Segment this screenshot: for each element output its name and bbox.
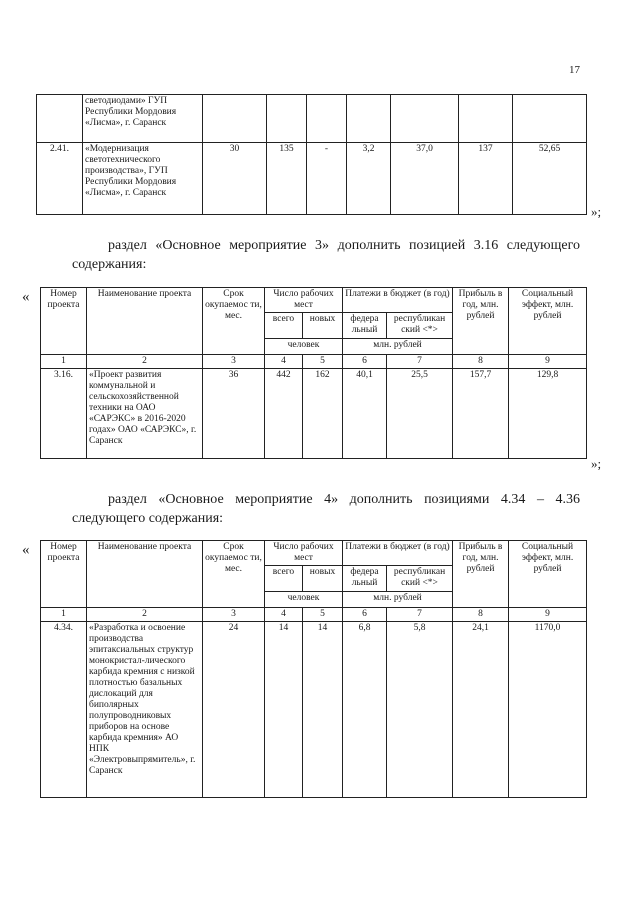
header-budget-federal: федера льный: [343, 313, 387, 339]
cell-project-name: «Проект развития коммунальной и сельскохозяйственной техники на ОАО «САРЭКС» в 2016-2020 годах» ОАО «САРЭКС», г. Саранск: [87, 369, 203, 459]
cell: [459, 95, 513, 143]
header-payback: Срок окупаемос ти, мес.: [203, 288, 265, 355]
table-row: [41, 622, 587, 798]
cell: [37, 95, 83, 143]
table-section-3: [40, 287, 587, 459]
cell: 6,8: [343, 622, 387, 798]
column-number: 5: [303, 608, 343, 622]
cell-project-name: «Разработка и освоение производства эпитаксиальных структур монокристал-лического карбида кремния с низкой плотностью базальных дислокаций для биполярных полупроводниковых приборов на основе карбида кремния» АО НПК «Электровыпрямитель», г. Саранск: [87, 622, 203, 798]
cell: 14: [265, 622, 303, 798]
cell: [307, 95, 347, 143]
cell-project-number: 2.41.: [37, 143, 83, 215]
header-project-number: Номер проекта: [41, 541, 87, 608]
header-budget: Платежи в бюджет (в год): [343, 288, 453, 313]
cell: -: [307, 143, 347, 215]
column-number: 7: [387, 355, 453, 369]
header-unit-people: человек: [265, 592, 343, 608]
column-number: 8: [453, 355, 509, 369]
column-number: 1: [41, 355, 87, 369]
cell: 135: [267, 143, 307, 215]
header-payback: Срок окупаемос ти, мес.: [203, 541, 265, 608]
header-jobs: Число рабочих мест: [265, 288, 343, 313]
cell: 162: [303, 369, 343, 459]
header-profit: Прибыль в год, млн. рублей: [453, 541, 509, 608]
header-budget-federal: федера льный: [343, 566, 387, 592]
cell: 14: [303, 622, 343, 798]
cell: 24,1: [453, 622, 509, 798]
opening-quote: «: [22, 542, 30, 558]
column-number: 5: [303, 355, 343, 369]
column-number: 1: [41, 608, 87, 622]
header-jobs-total: всего: [265, 313, 303, 339]
cell: 40,1: [343, 369, 387, 459]
header-jobs-total: всего: [265, 566, 303, 592]
cell: 52,65: [513, 143, 587, 215]
table-continuation: [36, 94, 587, 215]
column-number: 4: [265, 608, 303, 622]
cell: 24: [203, 622, 265, 798]
cell: [203, 95, 267, 143]
column-number: 3: [203, 608, 265, 622]
header-project-number: Номер проекта: [41, 288, 87, 355]
closing-quote: »;: [591, 204, 602, 219]
cell: 5,8: [387, 622, 453, 798]
cell: светодиодами» ГУП Республики Мордовия «Лисма», г. Саранск: [83, 95, 203, 143]
header-budget-republic: республикан ский <*>: [387, 566, 453, 592]
column-number: 6: [343, 608, 387, 622]
header-column-numbers: [41, 355, 587, 369]
cell: 25,5: [387, 369, 453, 459]
cell: [513, 95, 587, 143]
paragraph-text: раздел «Основное мероприятие 3» дополнить позицией 3.16 следующего содержания:: [72, 238, 580, 272]
closing-quote: »;: [591, 456, 602, 471]
header-budget-republic: республикан ский <*>: [387, 313, 453, 339]
header-social: Социальный эффект, млн. рублей: [509, 541, 587, 608]
cell: 137: [459, 143, 513, 215]
paragraph-text: раздел «Основное мероприятие 4» дополнить позициями 4.34 – 4.36 следующего содержания:: [72, 492, 580, 526]
header-column-numbers: [41, 608, 587, 622]
header-unit-people: человек: [265, 339, 343, 355]
header-jobs: Число рабочих мест: [265, 541, 343, 566]
header-unit-rub: млн. рублей: [343, 592, 453, 608]
paragraph-section-4: [72, 490, 580, 528]
cell: 129,8: [509, 369, 587, 459]
cell: 30: [203, 143, 267, 215]
header-project-name: Наименование проекта: [87, 541, 203, 608]
opening-quote: «: [22, 289, 30, 305]
column-number: 2: [87, 355, 203, 369]
page-number: 17: [569, 64, 580, 76]
cell-project-number: 4.34.: [41, 622, 87, 798]
header-project-name: Наименование проекта: [87, 288, 203, 355]
column-number: 9: [509, 608, 587, 622]
table-section-4: [40, 540, 587, 798]
header-profit: Прибыль в год, млн. рублей: [453, 288, 509, 355]
cell: 37,0: [391, 143, 459, 215]
column-number: 4: [265, 355, 303, 369]
header-jobs-new: новых: [303, 566, 343, 592]
column-number: 8: [453, 608, 509, 622]
column-number: 9: [509, 355, 587, 369]
cell-project-number: 3.16.: [41, 369, 87, 459]
table-row: [37, 143, 587, 215]
header-budget: Платежи в бюджет (в год): [343, 541, 453, 566]
table-row: [41, 369, 587, 459]
cell: 1170,0: [509, 622, 587, 798]
header-unit-rub: млн. рублей: [343, 339, 453, 355]
column-number: 2: [87, 608, 203, 622]
paragraph-section-3: [72, 236, 580, 274]
column-number: 6: [343, 355, 387, 369]
column-number: 7: [387, 608, 453, 622]
cell: [347, 95, 391, 143]
cell: 157,7: [453, 369, 509, 459]
header-social: Социальный эффект, млн. рублей: [509, 288, 587, 355]
cell: 36: [203, 369, 265, 459]
column-number: 3: [203, 355, 265, 369]
cell-project-name: «Модернизация светотехнического производства», ГУП Республики Мордовия «Лисма», г. Саранск: [83, 143, 203, 215]
cell: 3,2: [347, 143, 391, 215]
table-row: [37, 95, 587, 143]
header-jobs-new: новых: [303, 313, 343, 339]
cell: [267, 95, 307, 143]
cell: 442: [265, 369, 303, 459]
cell: [391, 95, 459, 143]
